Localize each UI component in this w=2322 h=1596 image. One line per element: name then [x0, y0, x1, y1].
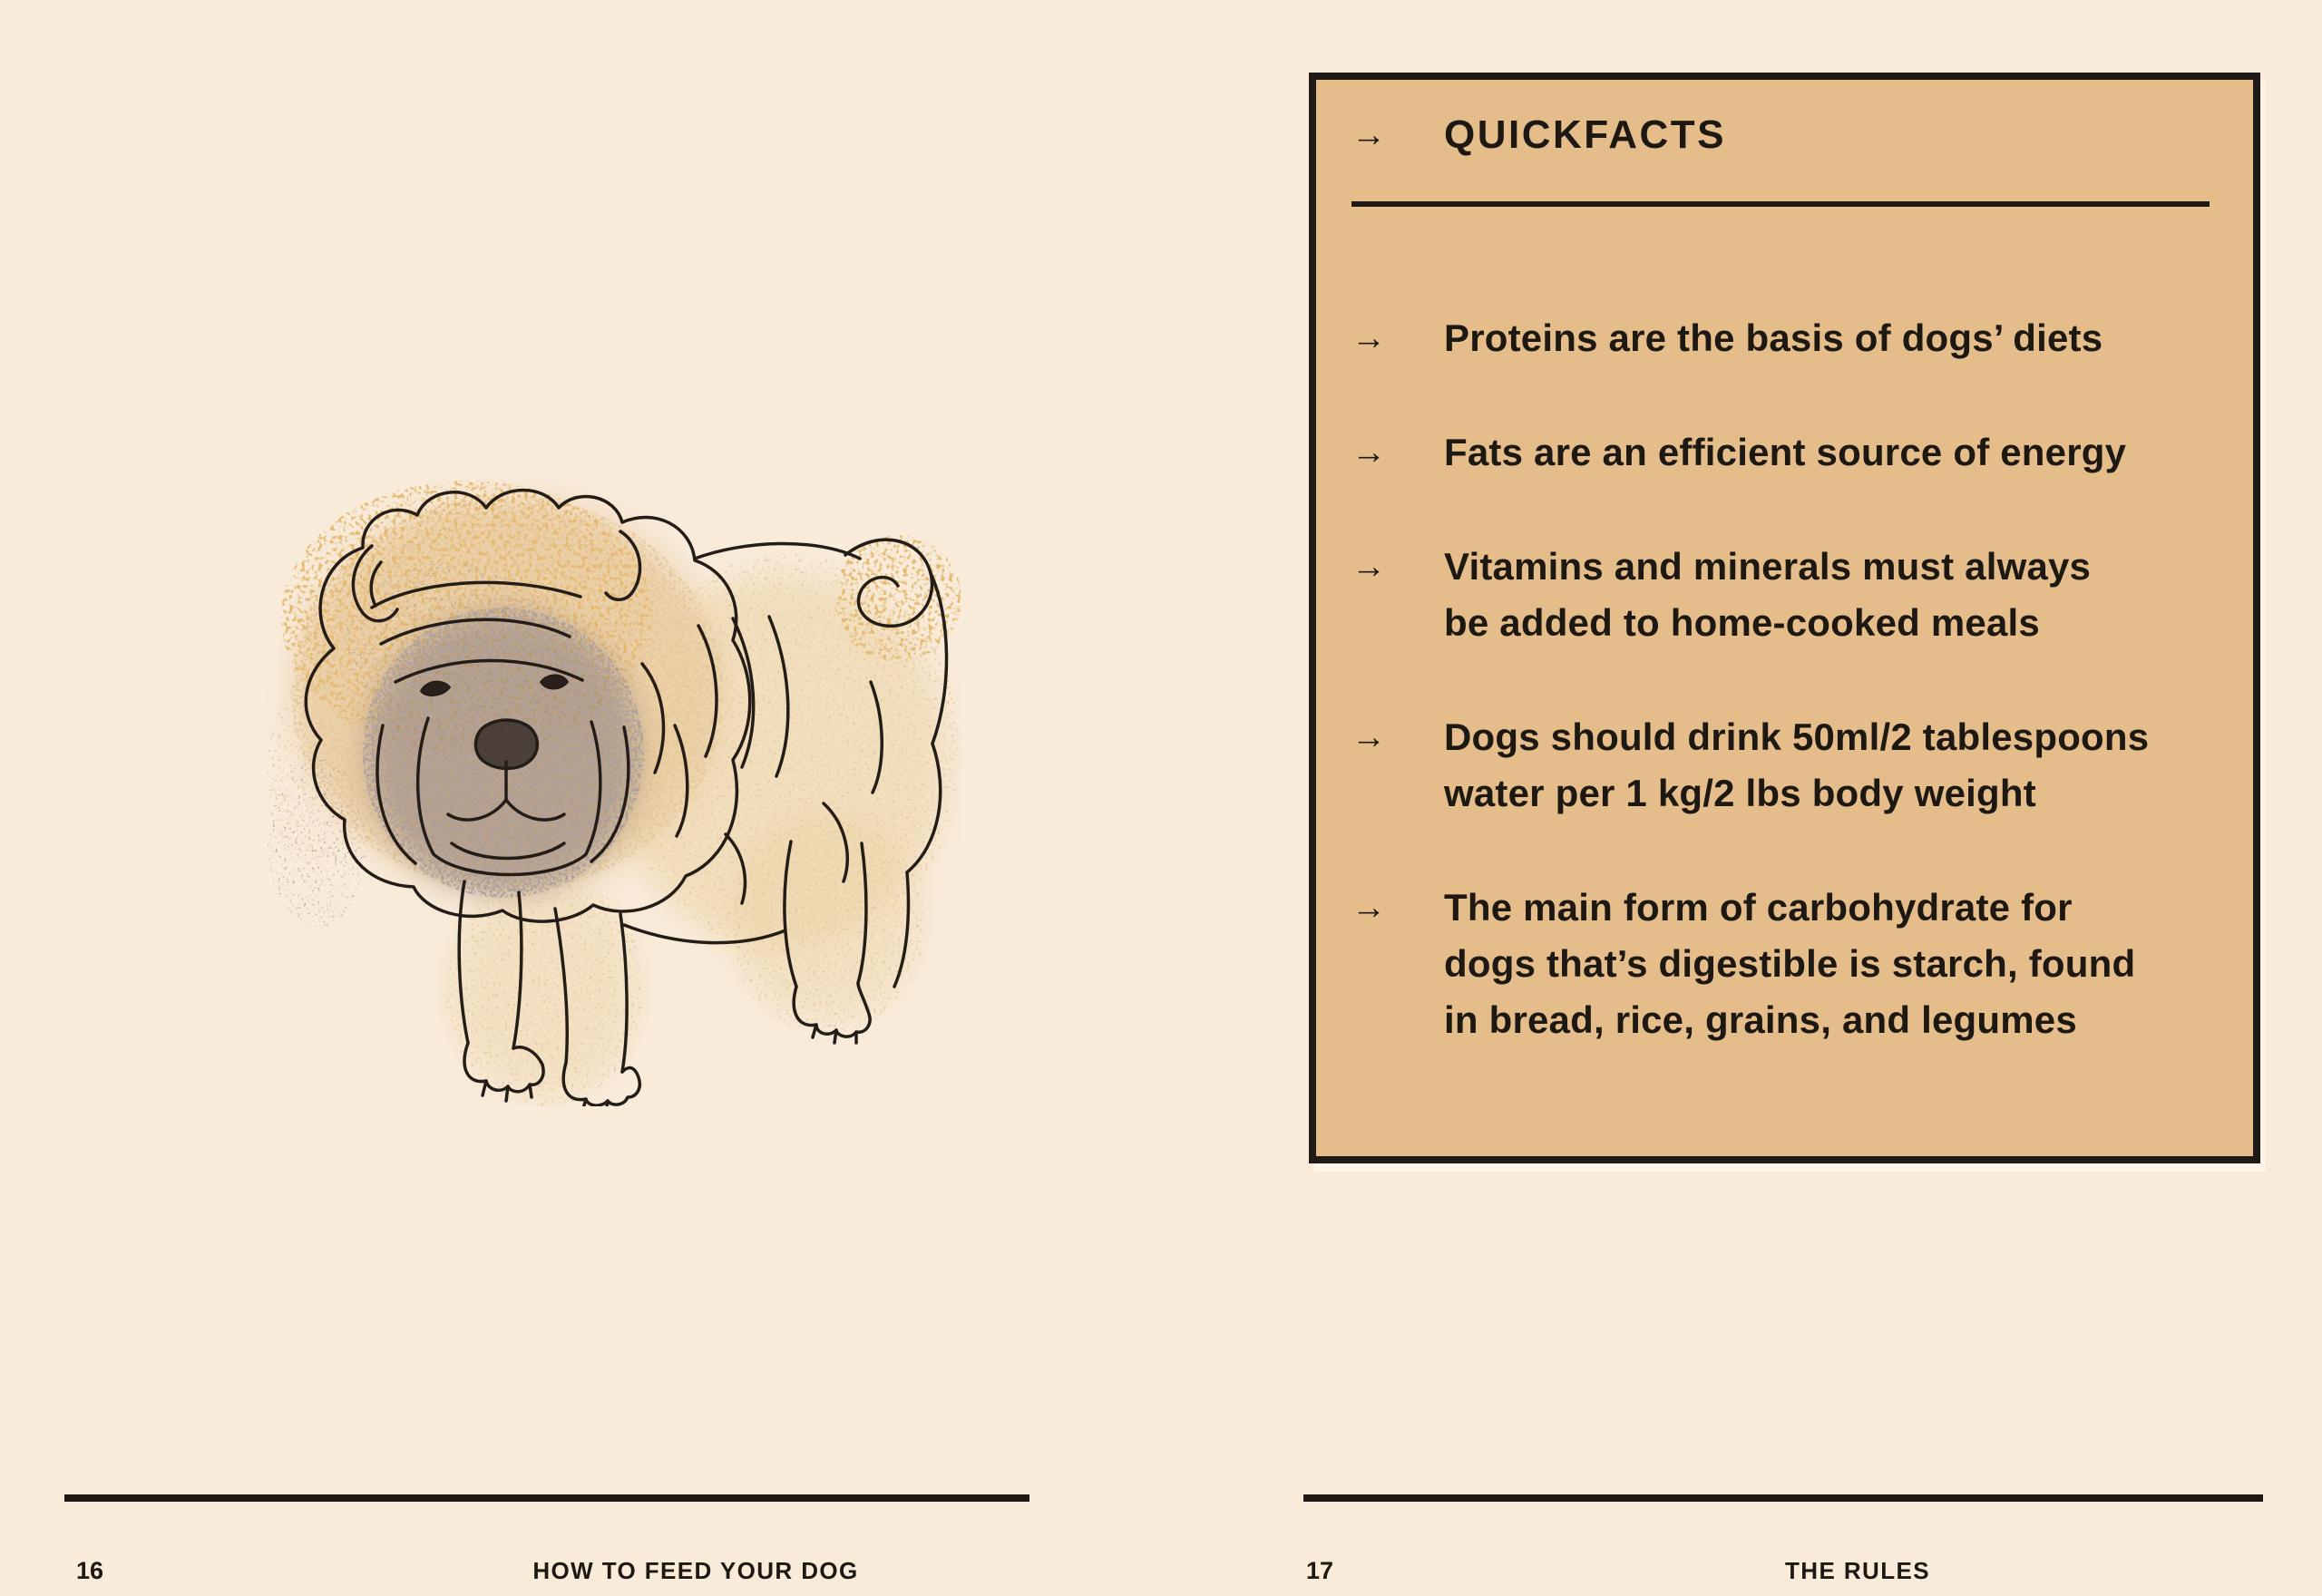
- fact-line: The main form of carbohydrate for: [1444, 886, 2073, 929]
- footer-rule-left: [64, 1494, 1029, 1502]
- arrow-icon: →: [1351, 718, 1386, 756]
- fact-item: [1351, 880, 2210, 1048]
- fact-line: Proteins are the basis of dogs’ diets: [1444, 316, 2103, 359]
- fact-text: [1444, 310, 2102, 366]
- quickfacts-title: QUICKFACTS: [1444, 112, 1726, 157]
- arrow-icon: →: [1351, 433, 1386, 472]
- fact-text: [1444, 880, 2135, 1048]
- fact-line: be added to home-cooked meals: [1444, 601, 2040, 644]
- fact-line: in bread, rice, grains, and legumes: [1444, 998, 2077, 1041]
- dog-illustration: [236, 453, 961, 1106]
- page-number-left: 16: [76, 1557, 104, 1584]
- footer-rule-right: [1303, 1494, 2263, 1502]
- fact-text: [1444, 539, 2091, 651]
- fact-line: Vitamins and minerals must always: [1444, 545, 2092, 588]
- fact-text: [1444, 424, 2126, 481]
- arrow-icon: →: [1351, 319, 1386, 357]
- running-title-left: HOW TO FEED YOUR DOG: [532, 1557, 859, 1584]
- quickfacts-content: [1316, 112, 2253, 1048]
- quickfacts-panel: [1309, 73, 2260, 1163]
- page-right: [1161, 0, 2322, 1596]
- page-number-right: 17: [1306, 1557, 1334, 1584]
- fact-line: dogs that’s digestible is starch, found: [1444, 942, 2136, 985]
- fact-line: Dogs should drink 50ml/2 tablespoons: [1444, 715, 2150, 758]
- fact-list: [1351, 310, 2210, 1048]
- running-title-right: THE RULES: [1785, 1557, 1930, 1584]
- fact-item: [1351, 310, 2210, 366]
- arrow-icon: →: [1351, 116, 1386, 154]
- fact-line: water per 1 kg/2 lbs body weight: [1444, 772, 2036, 814]
- fact-text: [1444, 709, 2149, 822]
- fact-line: Fats are an efficient source of energy: [1444, 431, 2127, 473]
- arrow-icon: →: [1351, 889, 1386, 927]
- header-divider: [1351, 201, 2210, 207]
- fact-item: [1351, 539, 2210, 651]
- quickfacts-header: [1351, 112, 2210, 157]
- arrow-icon: →: [1351, 548, 1386, 586]
- fact-item: [1351, 709, 2210, 822]
- fact-item: [1351, 424, 2210, 481]
